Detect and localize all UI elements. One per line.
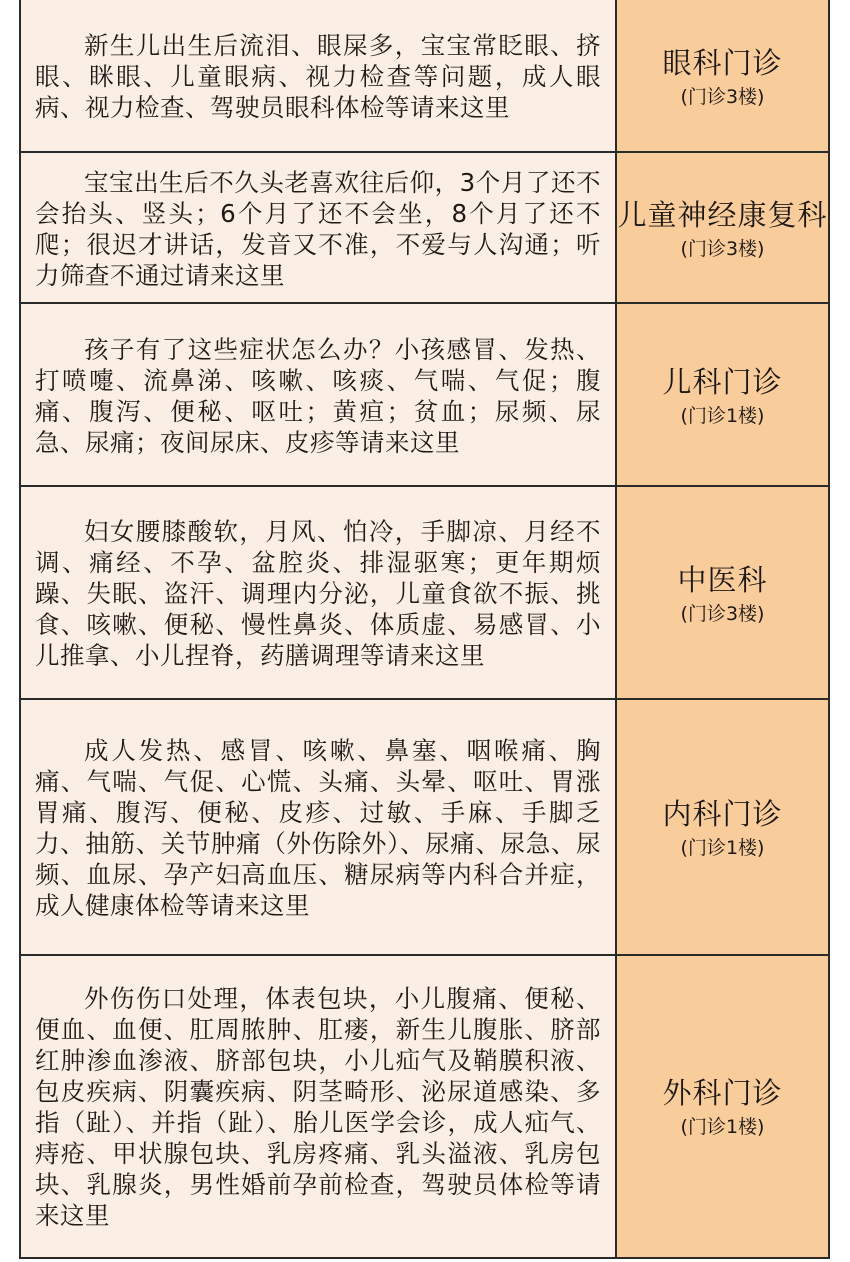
department-name: 中医科 [677,562,768,597]
department-guide-table [19,0,830,1259]
department-location: (门诊3楼) [680,602,765,625]
department-name: 眼科门诊 [662,45,783,80]
table-row-child-neuro-rehab [21,151,828,304]
department-cell [617,956,828,1257]
department-name: 内科门诊 [662,797,783,831]
table-row-tcm [21,485,828,700]
department-name: 儿童神经康复科 [617,197,828,232]
department-cell [617,700,828,956]
department-location: (门诊3楼) [680,85,765,108]
table-row-surgery [21,954,828,1257]
department-cell [617,304,828,487]
symptom-description-cell [21,700,617,956]
symptom-description: 新生儿出生后流泪、眼屎多，宝宝常眨眼、挤眼、眯眼、儿童眼病、视力检查等问题，成人眼病、视力检查、驾驶员眼科体检等请来这里 [35,31,601,122]
symptom-description: 宝宝出生后不久头老喜欢往后仰，3个月了还不会抬头、竖头；6个月了还不会坐，8个月了还不爬；很迟才讲话，发音又不准，不爱与人沟通；听力筛查不通过请来这里 [35,167,601,290]
symptom-description-cell [21,304,617,487]
department-location: (门诊1楼) [680,404,765,427]
symptom-description-cell [21,153,617,304]
department-name: 儿科门诊 [662,364,783,399]
symptom-description-cell [21,0,617,153]
department-cell [617,0,828,153]
table-row-pediatrics [21,302,828,487]
department-location: (门诊3楼) [680,237,765,260]
symptom-description: 孩子有了这些症状怎么办？小孩感冒、发热、打喷嚏、流鼻涕、咳嗽、咳痰、气喘、气促；腹痛、腹泻、便秘、呕吐；黄疸；贫血；尿频、尿急、尿痛；夜间尿床、皮疹等请来这里 [35,334,601,457]
department-cell [617,153,828,304]
department-cell [617,487,828,700]
symptom-description: 妇女腰膝酸软，月风、怕冷，手脚凉、月经不调、痛经、不孕、盆腔炎、排湿驱寒；更年期烦躁、失眠、盗汗、调理内分泌，儿童食欲不振、挑食、咳嗽、便秘、慢性鼻炎、体质虚、易感冒、小儿推拿、小儿捏脊，药膳调理等请来这里 [35,517,601,670]
department-location: (门诊1楼) [680,837,765,859]
table-row-internal-medicine [21,698,828,956]
symptom-description: 外伤伤口处理，体表包块，小儿腹痛、便秘、便血、血便、肛周脓肿、肛瘘，新生儿腹胀、脐部红肿渗血渗液、脐部包块，小儿疝气及鞘膜积液、包皮疾病、阴囊疾病、阴茎畸形、泌尿道感染、多指（趾）、并指（趾）、胎儿医学会诊，成人疝气、痔疮、甲状腺包块、乳房疼痛、乳头溢液、乳房包块、乳腺炎，男性婚前孕前检查，驾驶员体检等请来这里 [35,983,601,1230]
table-row-ophthalmology [21,0,828,153]
symptom-description-cell [21,956,617,1257]
department-location: (门诊1楼) [680,1115,765,1138]
symptom-description: 成人发热、感冒、咳嗽、鼻塞、咽喉痛、胸痛、气喘、气促、心慌、头痛、头晕、呕吐、胃涨胃痛、腹泻、便秘、皮疹、过敏、手麻、手脚乏力、抽筋、关节肿痛（外伤除外）、尿痛、尿急、尿频、血尿、孕产妇高血压、糖尿病等内科合并症，成人健康体检等请来这里 [35,736,601,920]
symptom-description-cell [21,487,617,700]
department-name: 外科门诊 [662,1075,783,1110]
